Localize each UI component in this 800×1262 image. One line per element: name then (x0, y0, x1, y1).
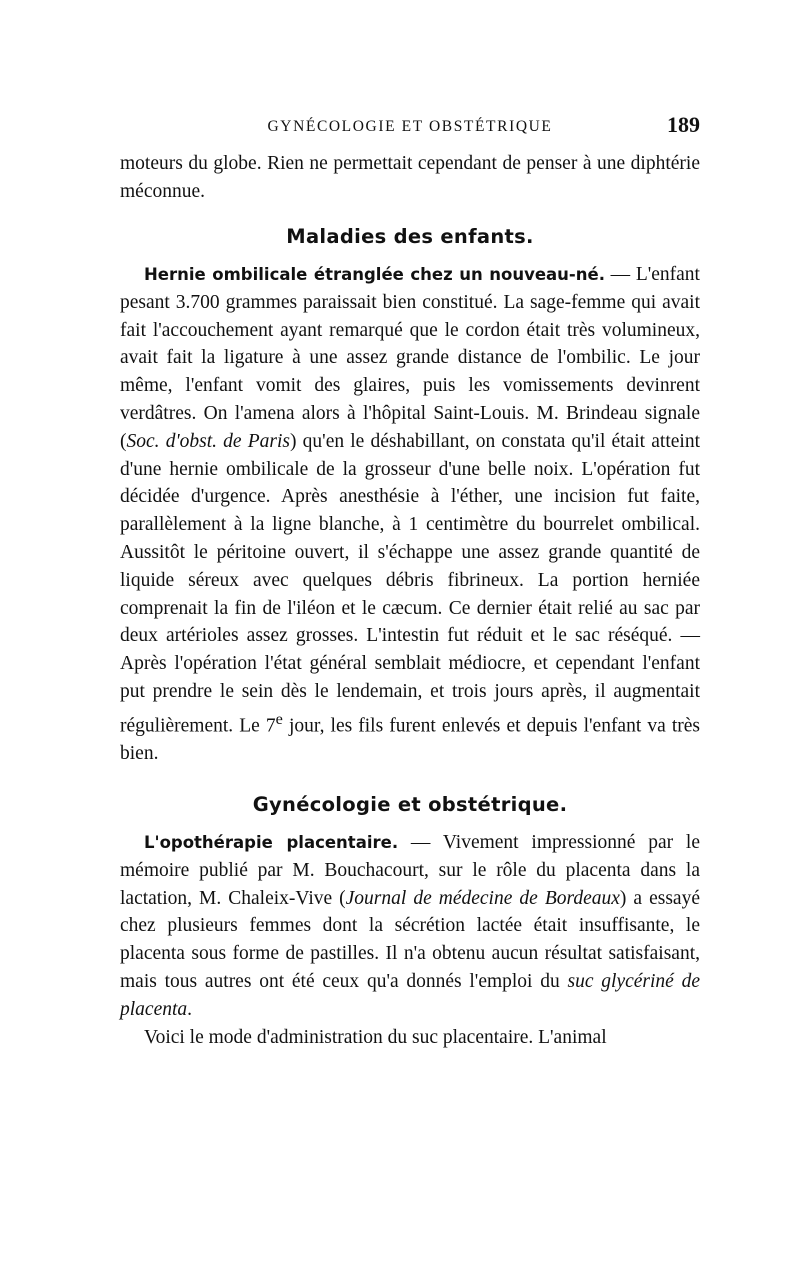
article-text: ) qu'en le déshabillant, on constata qu'il était atteint d'une hernie ombilicale de la grosseur d'une belle noix. L'opération fut décidée d'urgence. Après anesthésie à l'éther, une incision fut faite, parallèlement à la ligne blanche, à 1 centimètre du bourrelet ombilical. Aussitôt le péritoine ouvert, il s'échappe une assez grande quantité de liquide séreux avec quelques débris fibrineux. La portion herniée comprenait la fin de l'iléon et le cæcum. Ce dernier était relié au sac par deux artérioles assez grosses. L'intestin fut réduit et le sac réséqué. — Après l'opération l'état général semblait médiocre, et cependant l'enfant put prendre le sein dès le lendemain, et trois jours après, il augmentait régulièrement. Le 7 (120, 430, 700, 737)
running-title: GYNÉCOLOGIE ET OBSTÉTRIQUE (267, 118, 553, 135)
article-hernie-ombilicale (120, 261, 700, 768)
emphasis: suc glycériné de placenta (120, 970, 700, 1020)
article-text: ) a essayé chez plusieurs femmes dont la sécrétion lactée était insuffisante, le placenta sous forme de pastilles. Il n'a obtenu aucun résultat satisfaisant, mais tous autres ont été ceux qu'a donnés l'emploi du (120, 887, 700, 992)
continuation-text: moteurs du globe. Rien ne permettait cependant de penser à une diphtérie méconnue. (120, 153, 700, 202)
citation: Soc. d'obst. de Paris (126, 430, 291, 452)
continuation-paragraph (120, 150, 700, 206)
next-paragraph: Voici le mode d'administration du suc placentaire. L'animal (144, 1026, 607, 1048)
article-paragraph (120, 829, 700, 1024)
section-heading-maladies-enfants: Maladies des enfants. (286, 225, 534, 248)
article-text: — L'enfant pesant 3.700 grammes paraissait bien constitué. La sage-femme qui avait fait l'accouchement ayant remarqué que le cordon était très volumineux, avait fait la ligature à une assez grande distance de l'ombilic. Le jour même, l'enfant vomit des glaires, puis les vomissements devinrent verdâtres. On l'amena alors à l'hôpital Saint-Louis. M. Brindeau signale ( (120, 264, 700, 452)
superscript: e (275, 709, 283, 728)
article-text: . (187, 998, 193, 1020)
section-heading-gynecologie: Gynécologie et obstétrique. (252, 793, 568, 816)
running-head (120, 112, 700, 142)
article-paragraph (120, 261, 700, 768)
page-number: 189 (667, 112, 700, 137)
article-title: L'opothérapie placentaire. (144, 833, 399, 852)
citation: Journal de médecine de Bordeaux (345, 887, 620, 909)
article-opotherapie-placentaire (120, 829, 700, 1051)
article-text: jour, les fils furent enlevés et depuis l'enfant va très bien. (120, 715, 700, 765)
article-title: Hernie ombilicale étranglée chez un nouveau-né. (144, 265, 605, 284)
article-text: — Vivement impressionné par le mémoire publié par M. Bouchacourt, sur le rôle du placenta dans la lactation, M. Chaleix-Vive ( (120, 832, 701, 909)
